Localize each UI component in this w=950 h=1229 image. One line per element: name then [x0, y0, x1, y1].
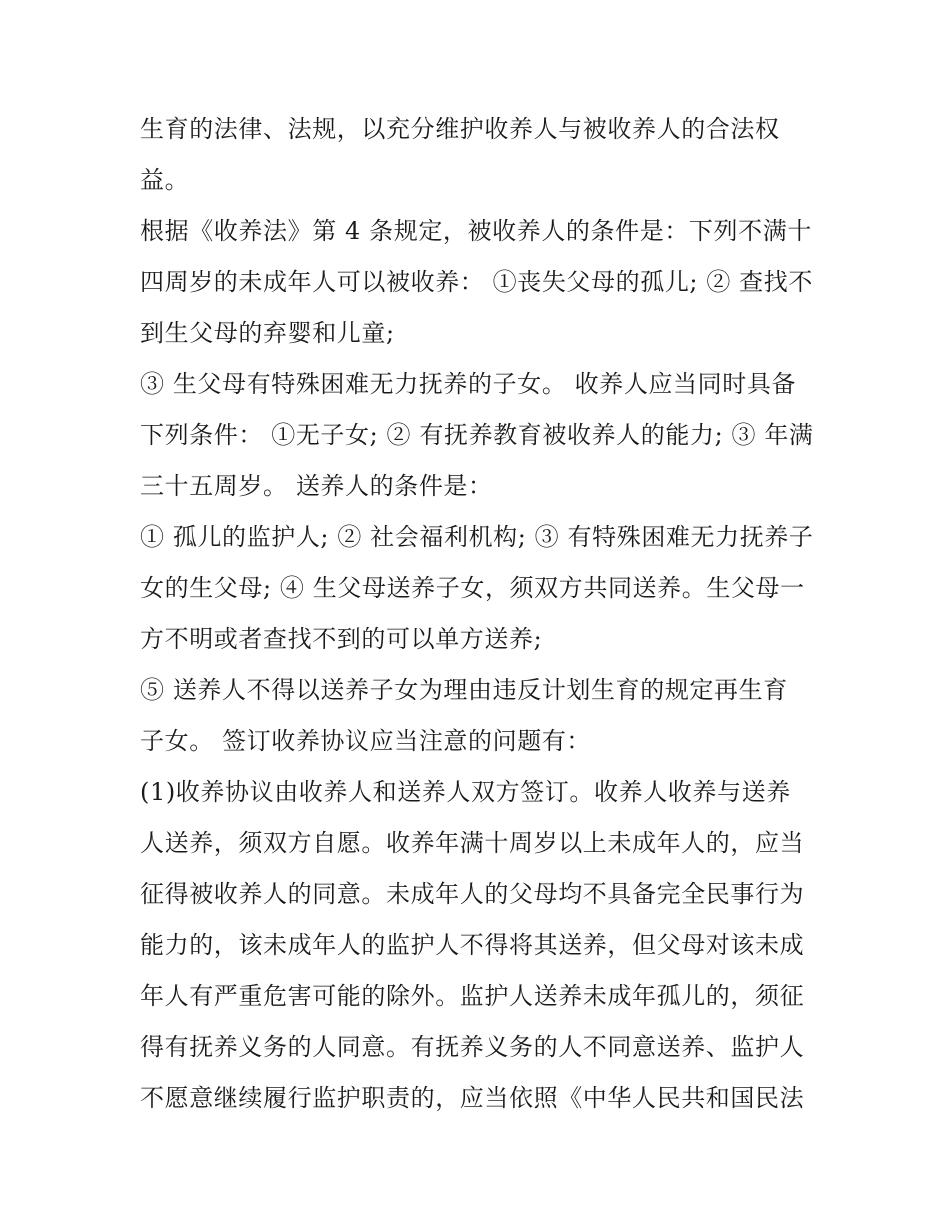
text-line: 子女。 签订收养协议应当注意的问题有： [140, 727, 592, 755]
text-line: 年人有严重危害可能的除外。监护人送养未成年孤儿的，须征 [140, 982, 805, 1010]
text-line: 得有抚养义务的人同意。有抚养义务的人不同意送养、监护人 [140, 1033, 805, 1061]
text-line: 下列条件： ①无子女; ② 有抚养教育被收养人的能力; ③ 年满 [140, 421, 814, 449]
text-line: 女的生父母; ④ 生父母送养子女，须双方共同送养。生父母一 [140, 574, 805, 602]
text-line: 四周岁的未成年人可以被收养： ①丧失父母的孤儿; ② 查找不 [140, 268, 813, 296]
text-line: (1)收养协议由收养人和送养人双方签订。收养人收养与送养 [140, 778, 791, 806]
text-line: 能力的，该未成年人的监护人不得将其送养，但父母对该未成 [140, 931, 805, 959]
text-line: 不愿意继续履行监护职责的，应当依照《中华人民共和国民法 [140, 1084, 805, 1112]
text-line: ③ 生父母有特殊困难无力抚养的子女。 收养人应当同时具备 [140, 370, 797, 398]
text-line: 三十五周岁。 送养人的条件是： [140, 472, 493, 500]
text-line: ⑤ 送养人不得以送养子女为理由违反计划生育的规定再生育 [140, 676, 788, 704]
text-line: 根据《收养法》第 4 条规定，被收养人的条件是：下列不满十 [140, 217, 812, 245]
text-line: 征得被收养人的同意。未成年人的父母均不具备完全民事行为 [140, 880, 805, 908]
text-line: 到生父母的弃婴和儿童; [140, 319, 395, 347]
text-line: 益。 [140, 166, 190, 194]
text-line: ① 孤儿的监护人; ② 社会福利机构; ③ 有特殊困难无力抚养子 [140, 523, 814, 551]
text-line: 方不明或者查找不到的可以单方送养; [140, 625, 543, 653]
text-line: 人送养，须双方自愿。收养年满十周岁以上未成年人的，应当 [140, 829, 805, 857]
text-line: 生育的法律、法规，以充分维护收养人与被收养人的合法权 [140, 115, 780, 143]
